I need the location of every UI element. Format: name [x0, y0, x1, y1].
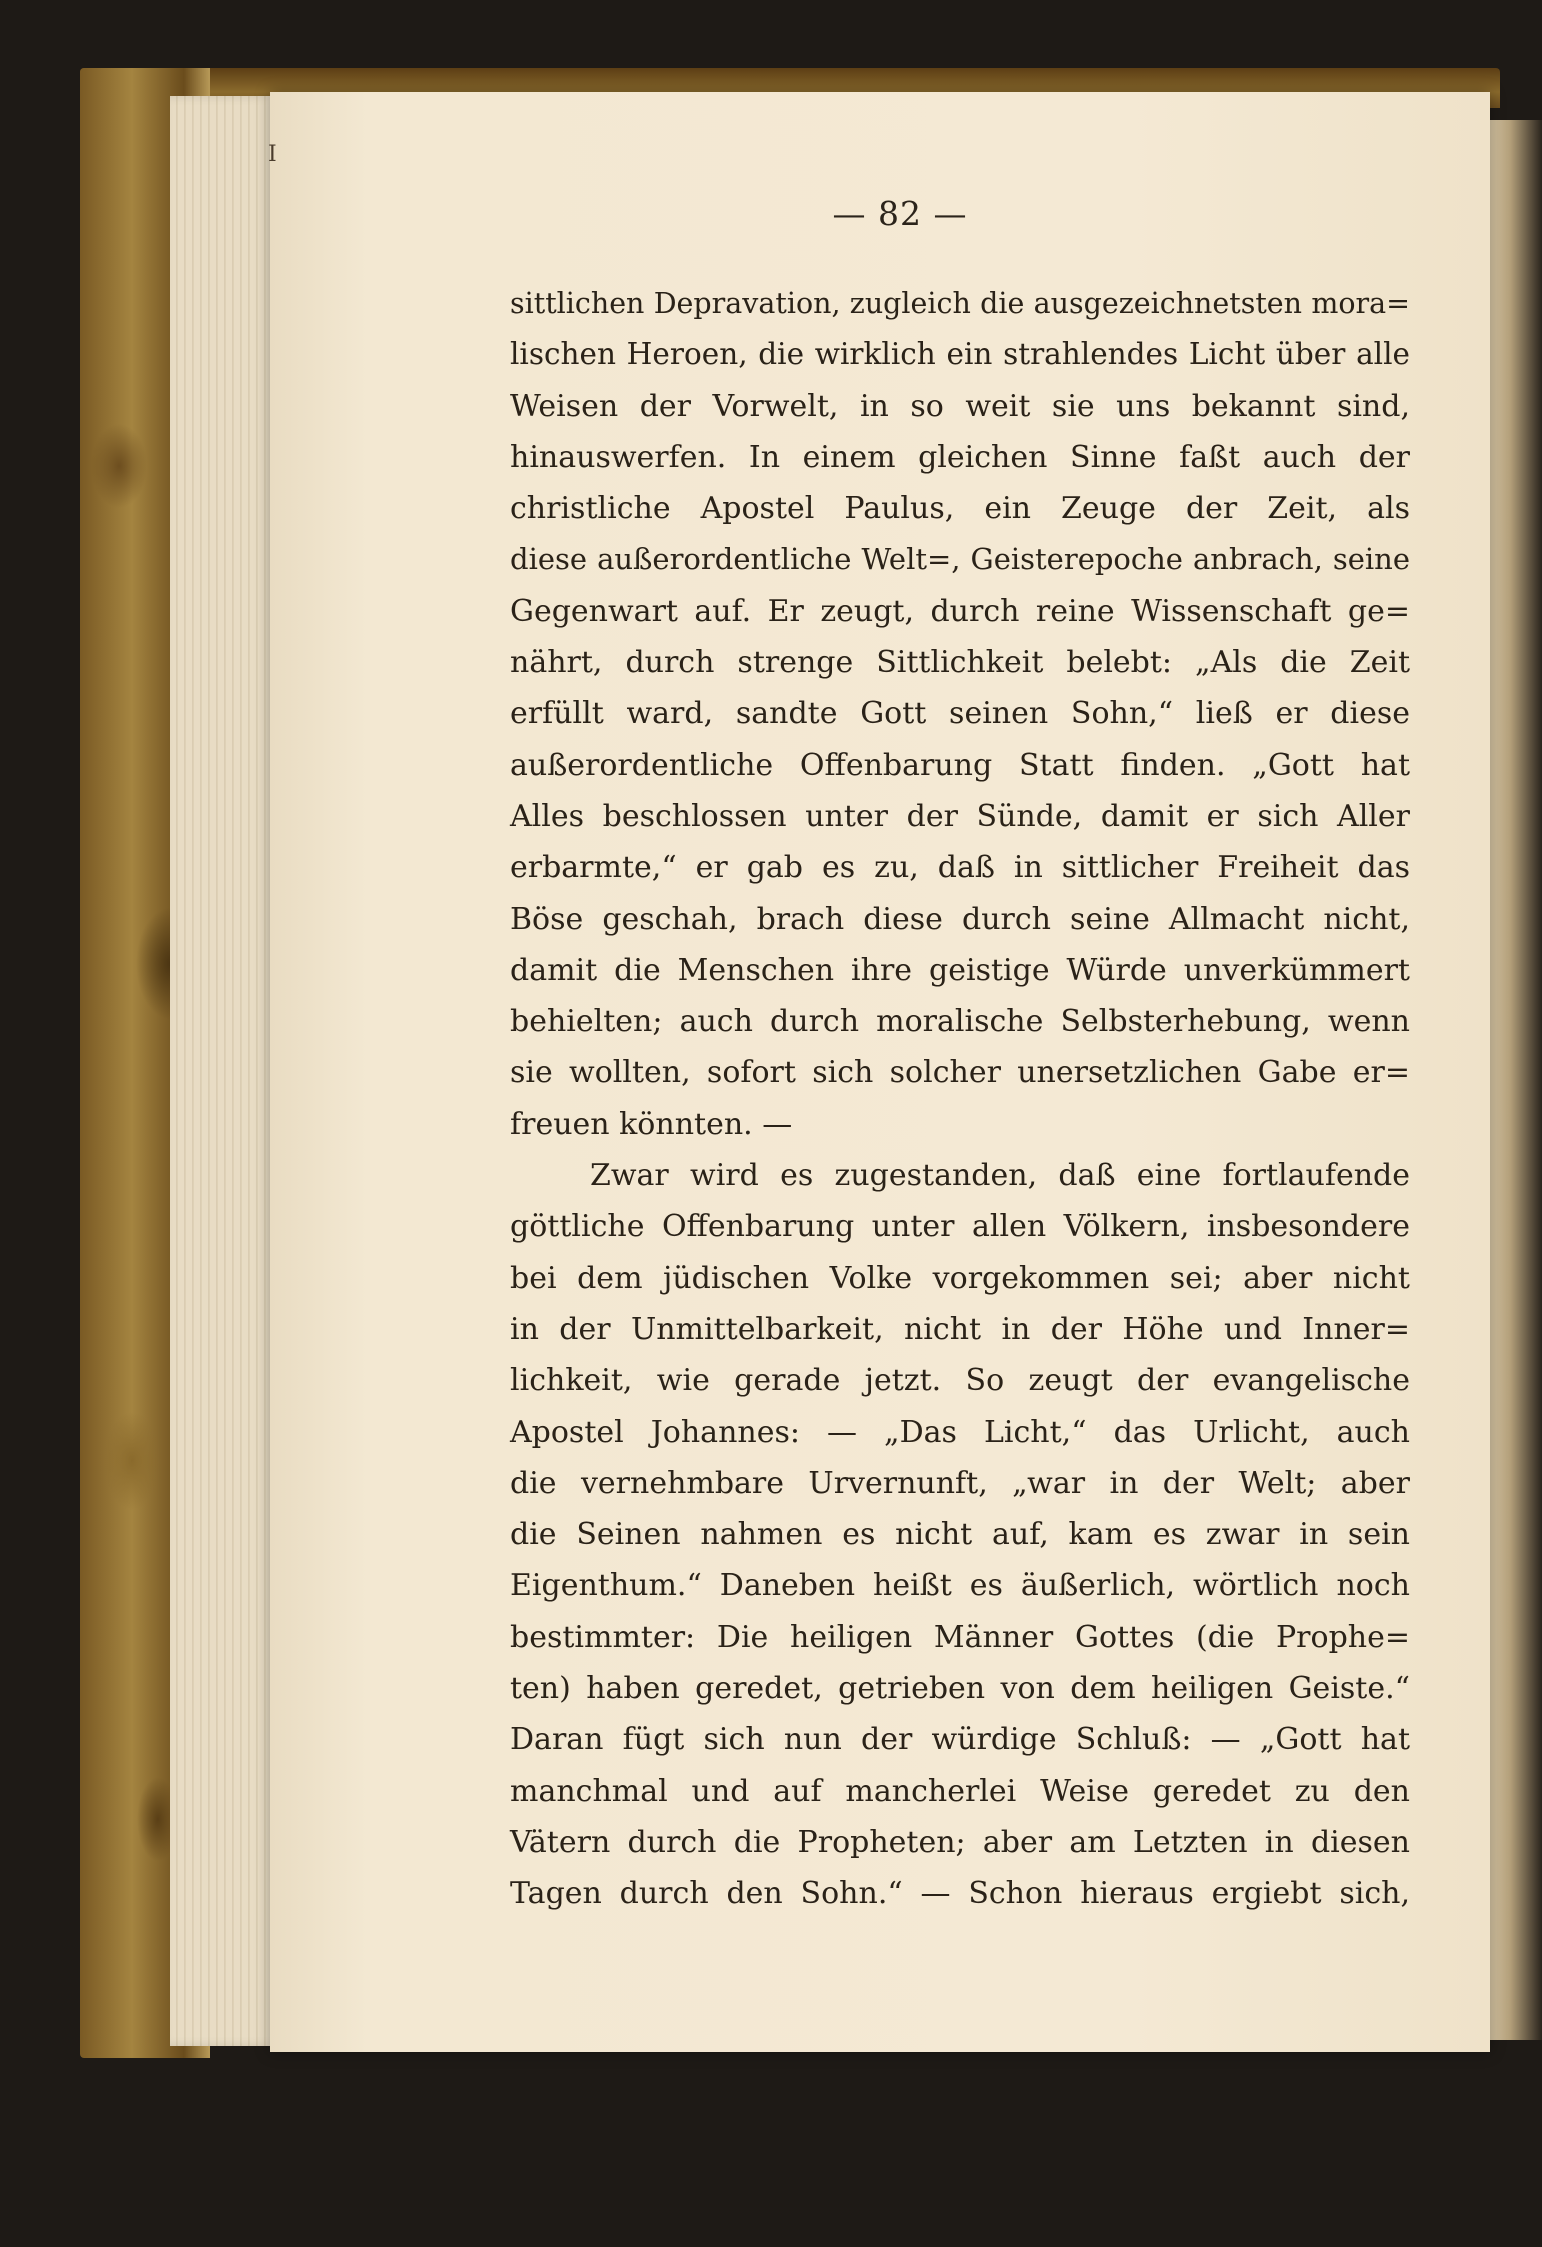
text-line: Vätern durch die Propheten; aber am Letzten in diesen [510, 1824, 1410, 1860]
text-line: Eigenthum.“ Daneben heißt es äußerlich, wörtlich noch [510, 1568, 1410, 1604]
text-line: Gegenwart auf. Er zeugt, durch reine Wissenschaft ge= [510, 593, 1410, 629]
text-line: Alles beschlossen unter der Sünde, damit er sich Aller [510, 798, 1410, 834]
text-line: außerordentliche Offenbarung Statt finden. „Gott hat [510, 747, 1410, 783]
text-line: christliche Apostel Paulus, ein Zeuge der Zeit, als [510, 491, 1410, 527]
text-line: sie wollten, sofort sich solcher unersetzlichen Gabe er= [510, 1055, 1410, 1091]
text-line: in der Unmittelbarkeit, nicht in der Höhe und Inner= [510, 1311, 1410, 1347]
text-line: erfüllt ward, sandte Gott seinen Sohn,“ ließ er diese [510, 696, 1410, 732]
text-line: manchmal und auf mancherlei Weise geredet zu den [510, 1773, 1410, 1809]
text-line: Daran fügt sich nun der würdige Schluß: — „Gott hat [510, 1722, 1410, 1758]
body-text [510, 278, 1410, 1920]
text-line: Zwar wird es zugestanden, daß eine fortlaufende [590, 1158, 1410, 1194]
text-line: Apostel Johannes: — „Das Licht,“ das Urlicht, auch [510, 1414, 1410, 1450]
text-line: lichkeit, wie gerade jetzt. So zeugt der evangelische [510, 1363, 1410, 1399]
facing-page-edge [1490, 120, 1542, 2040]
text-line: Weisen der Vorwelt, in so weit sie uns bekannt sind, [510, 388, 1410, 424]
text-line: nährt, durch strenge Sittlichkeit belebt: „Als die Zeit [510, 645, 1410, 681]
text-line: diese außerordentliche Welt=, Geisterepoche anbrach, seine [510, 542, 1410, 577]
text-line: die vernehmbare Urvernunft, „war in der Welt; aber [510, 1465, 1410, 1501]
text-line: göttliche Offenbarung unter allen Völkern, insbesondere [510, 1209, 1410, 1245]
page-number: — 82 — [832, 194, 968, 233]
text-line: behielten; auch durch moralische Selbsterhebung, wenn [510, 1004, 1410, 1040]
text-line: freuen könnten. — [510, 1106, 793, 1142]
text-line: lischen Heroen, die wirklich ein strahlendes Licht über alle [510, 337, 1410, 372]
margin-mark: I [268, 142, 277, 167]
text-line: ten) haben geredet, getrieben von dem heiligen Geiste.“ [510, 1671, 1410, 1707]
text-line: hinauswerfen. In einem gleichen Sinne faßt auch der [510, 439, 1410, 475]
text-line: bei dem jüdischen Volke vorgekommen sei; aber nicht [510, 1260, 1410, 1296]
text-line: erbarmte,“ er gab es zu, daß in sittlicher Freiheit das [510, 850, 1410, 886]
text-line: Tagen durch den Sohn.“ — Schon hieraus ergiebt sich, [510, 1876, 1410, 1912]
text-line: sittlichen Depravation, zugleich die ausgezeichnetsten mora= [510, 287, 1410, 320]
text-line: bestimmter: Die heiligen Männer Gottes (die Prophe= [510, 1619, 1410, 1655]
text-line: damit die Menschen ihre geistige Würde unverkümmert [510, 952, 1410, 988]
text-line: Böse geschah, brach diese durch seine Allmacht nicht, [510, 901, 1410, 937]
text-line: die Seinen nahmen es nicht auf, kam es zwar in sein [510, 1517, 1410, 1553]
